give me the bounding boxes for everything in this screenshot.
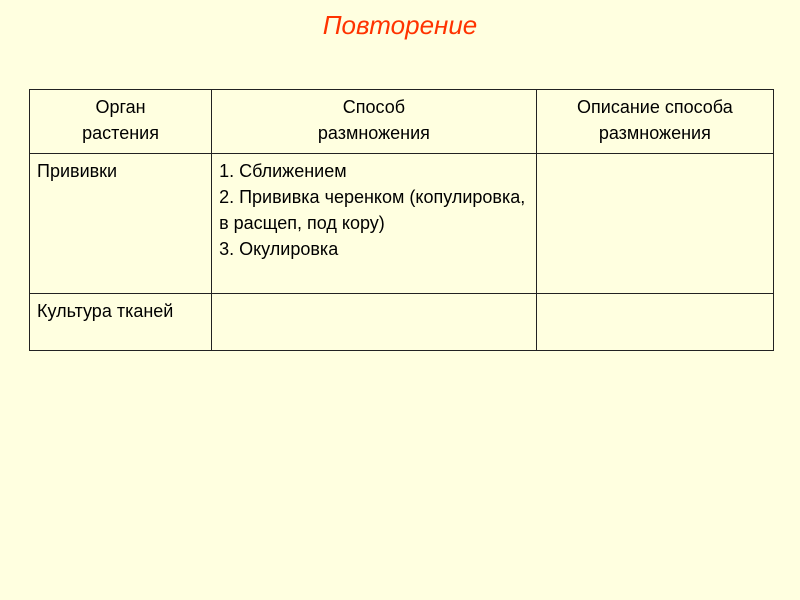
cell-description: [536, 294, 773, 351]
table-row: [30, 154, 774, 294]
slide-title: Повторение: [322, 10, 478, 40]
header-reproduction-method: Способ размножения: [212, 90, 537, 154]
cell-organ: Культура тканей: [30, 294, 212, 351]
cell-method: 1. Сближением 2. Прививка черенком (копулировка, в расщеп, под кору) 3. Окулировка: [212, 154, 537, 294]
cell-organ: Прививки: [30, 154, 212, 294]
table-header-row: [30, 90, 774, 154]
reproduction-table: [29, 89, 774, 351]
header-method-description: Описание способа размножения: [536, 90, 773, 154]
header-plant-organ: Орган растения: [30, 90, 212, 154]
cell-description: [536, 154, 773, 294]
table-row: [30, 294, 774, 351]
cell-method: [212, 294, 537, 351]
